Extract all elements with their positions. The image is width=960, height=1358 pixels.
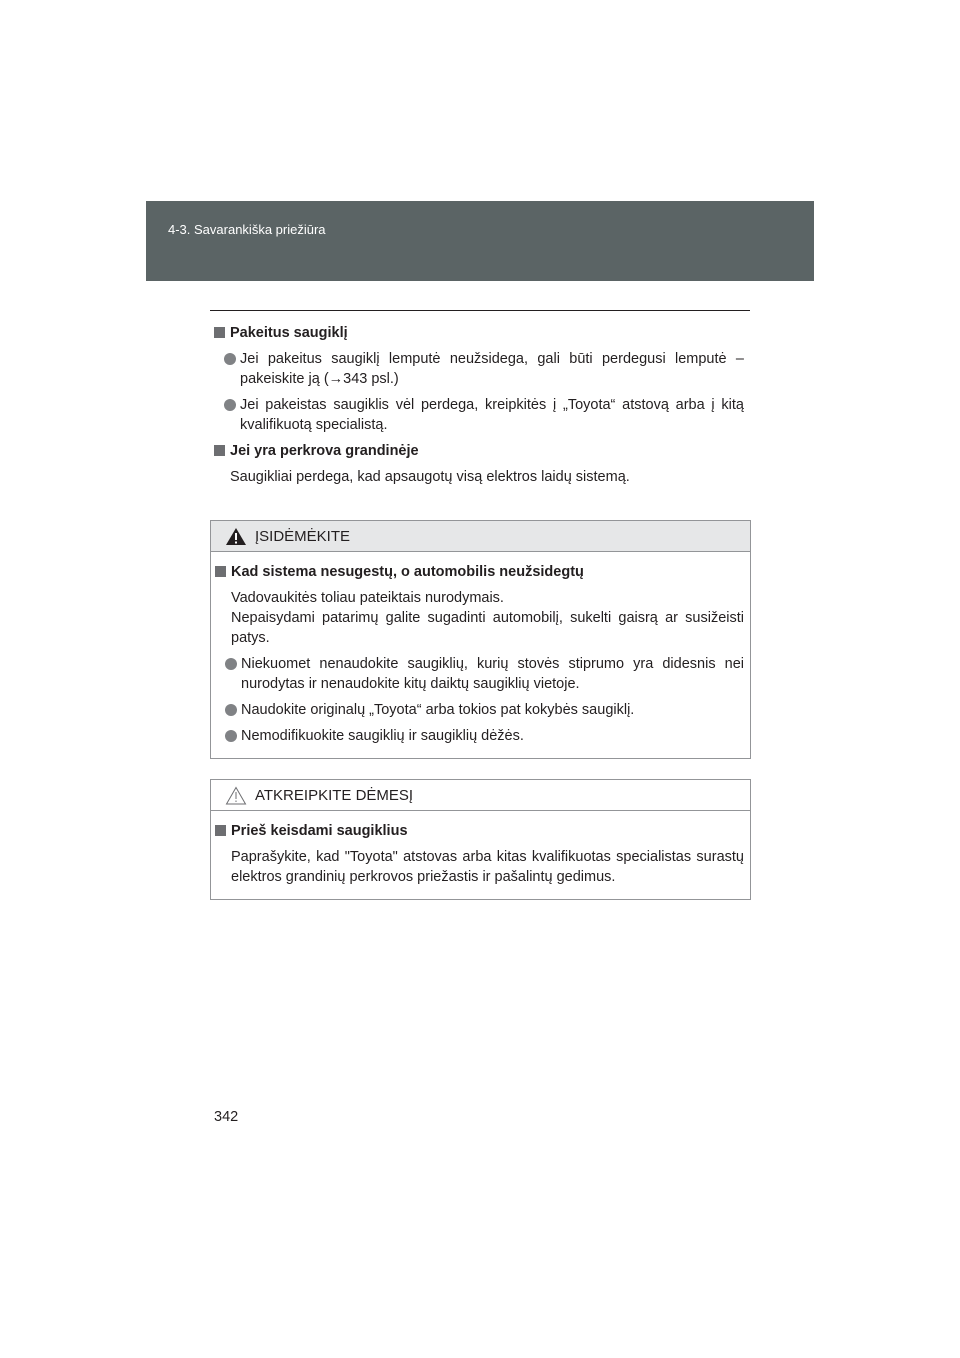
warning-triangle-icon [225, 527, 247, 546]
overload-paragraph: Saugikliai perdega, kad apsaugotų visą elektros laidų sistemą. [230, 469, 630, 485]
notice-header [211, 780, 750, 811]
square-bullet-icon [215, 825, 226, 836]
round-bullet-icon [225, 704, 237, 716]
round-bullet-icon [224, 399, 236, 411]
caution-body [211, 552, 750, 758]
list-item: Naudokite originalų „Toyota“ arba tokios pat kokybės saugiklį. [225, 700, 744, 720]
caution-header [211, 521, 750, 552]
list-item: Niekuomet nenaudokite saugiklių, kurių stovės stiprumo yra didesnis nei nurodytas ir nenaudokite kitų daiktų saugiklių vietoje. [225, 654, 744, 694]
notice-title: ATKREIPKITE DĖMESĮ [255, 786, 414, 804]
notice-text: Paprašykite, kad "Toyota" atstovas arba kitas kvalifikuotas specialistas surastų elektros grandinių perkrovos priežastis ir pašalintų gedimus. [231, 849, 744, 885]
caution-box [210, 520, 751, 759]
notice-box [210, 779, 751, 900]
caution-title: ĮSIDĖMĖKITE [255, 527, 351, 545]
warning-triangle-outline-icon [225, 786, 247, 805]
heading-circuit-overload: Jei yra perkrova grandinėje [214, 441, 744, 461]
main-content [214, 323, 744, 493]
notice-heading: Prieš keisdami saugiklius [215, 821, 744, 841]
square-bullet-icon [215, 566, 226, 577]
notice-body [211, 811, 750, 899]
round-bullet-icon [225, 658, 237, 670]
caution-intro-1: Vadovaukitės toliau pateiktais nurodymais. [231, 590, 504, 606]
page-number: 342 [214, 1109, 239, 1125]
top-divider [210, 310, 750, 311]
list-item: Nemodifikuokite saugiklių ir saugiklių dėžės. [225, 726, 744, 746]
list-item: Jei pakeitus saugiklį lemputė neužsidega, gali būti perdegusi lemputė – pakeiskite ją (→343 psl.) [224, 349, 744, 389]
section-header-band [146, 201, 814, 281]
square-bullet-icon [214, 445, 225, 456]
list-item: Jei pakeistas saugiklis vėl perdega, kreipkitės į „Toyota“ atstovą arba į kitą kvalifikuotą specialistą. [224, 395, 744, 435]
section-title: 4-3. Savarankiška priežiūra [168, 222, 326, 237]
round-bullet-icon [225, 730, 237, 742]
heading-fuse-replaced: Pakeitus saugiklį [214, 323, 744, 343]
caution-intro-2: Nepaisydami patarimų galite sugadinti automobilį, sukelti gaisrą ar susižeisti patys. [231, 610, 744, 646]
round-bullet-icon [224, 353, 236, 365]
caution-heading: Kad sistema nesugestų, o automobilis neužsidegtų [215, 562, 744, 582]
square-bullet-icon [214, 327, 225, 338]
